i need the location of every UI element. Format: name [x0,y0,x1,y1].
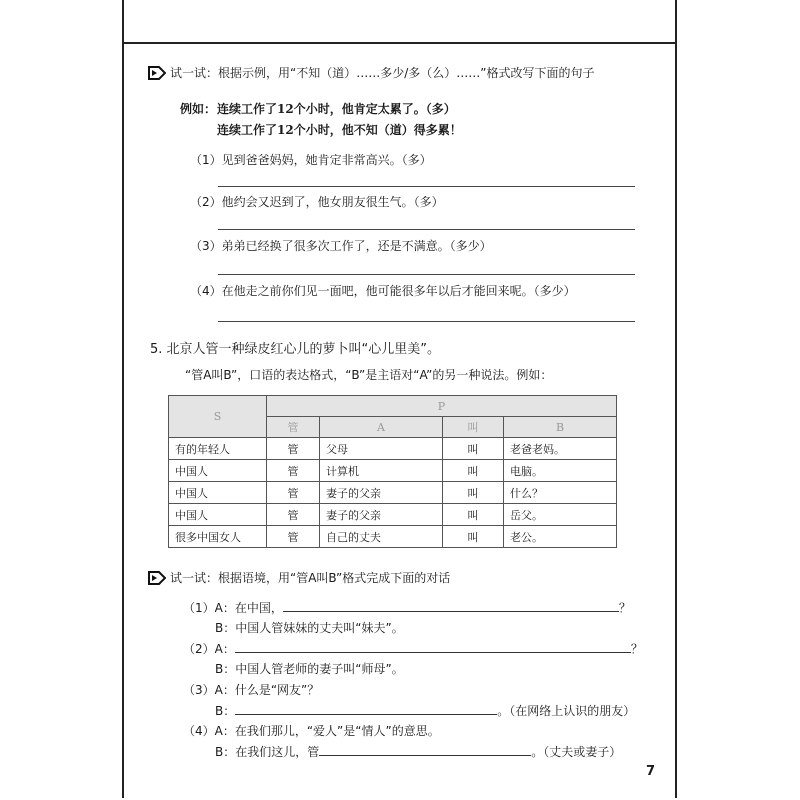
cell-jiao: 叫 [443,482,504,504]
arrow-icon [148,571,166,585]
page-number: 7 [646,764,656,779]
table-subheader-a: A [320,417,443,438]
table-subheader-jiao: 叫 [443,417,504,438]
dialogue-1-b: B：中国人管妹妹的丈夫叫“妹夫”。 [215,621,404,635]
table-row [169,504,617,526]
cell-s: 中国人 [169,460,267,482]
header-rule [122,42,677,44]
cell-guan: 管 [267,526,320,548]
table-row [169,438,617,460]
grammar-table [168,395,617,548]
dialogue-3-b-start: B： [215,704,236,718]
exercise1-item-3: （3）弟弟已经换了很多次工作了，还是不满意。（多少） [190,239,492,253]
dialogue-3-blank[interactable] [235,702,497,715]
dialogue-2-blank[interactable] [235,640,631,653]
answer-line-1[interactable] [218,186,635,187]
cell-jiao: 叫 [443,504,504,526]
cell-b: 岳父。 [504,504,617,526]
dialogue-3-a: （3）A：什么是“网友”？ [183,683,320,697]
cell-a: 自己的丈夫 [320,526,443,548]
example-line-1: 连续工作了12个小时，他肯定太累了。（多） [217,102,456,116]
exercise1-item-1: （1）见到爸爸妈妈，她肯定非常高兴。（多） [190,153,432,167]
section5-heading: 5. 北京人管一种绿皮红心儿的萝卜叫“心儿里美”。 [150,342,441,357]
cell-a: 妻子的父亲 [320,504,443,526]
dialogue-4-a: （4）A：在我们那儿，“爱人”是“情人”的意思。 [183,724,440,738]
cell-jiao: 叫 [443,460,504,482]
dialogue-3-b [215,702,635,719]
exercise2-instruction: 试一试：根据语境，用“管A叫B”格式完成下面的对话 [170,571,451,585]
table-header-s: S [169,396,267,438]
dialogue-4-b [215,743,621,760]
cell-jiao: 叫 [443,526,504,548]
arrow-icon [148,66,166,80]
table-header-p: P [267,396,617,417]
cell-b: 老公。 [504,526,617,548]
exercise1-item-4: （4）在他走之前你们见一面吧，他可能很多年以后才能回来呢。（多少） [190,284,576,298]
cell-b: 老爸老妈。 [504,438,617,460]
example-line-2: 连续工作了12个小时，他不知（道）得多累！ [217,123,462,137]
dialogue-1-a-text: （1）A：在中国， [183,601,283,615]
cell-b: 什么？ [504,482,617,504]
dialogue-4-b-end: 。（丈夫或妻子） [531,745,622,759]
section5-description: “管A叫B”，口语的表达格式，“B”是主语对“A”的另一种说法。例如： [185,368,553,382]
answer-line-3[interactable] [218,274,635,275]
cell-guan: 管 [267,438,320,460]
dialogue-2-a-end: ？ [630,642,643,656]
dialogue-2-a [183,640,643,657]
exercise1-instruction: 试一试：根据示例，用“不知（道）……多少/多（么）……”格式改写下面的句子 [170,66,595,80]
dialogue-1-blank[interactable] [283,599,619,612]
dialogue-1-a-end: ？ [618,601,631,615]
table-subheader-guan: 管 [267,417,320,438]
dialogue-4-b-start: B：在我们这儿，管 [215,745,320,759]
cell-a: 计算机 [320,460,443,482]
cell-s: 中国人 [169,482,267,504]
cell-s: 很多中国女人 [169,526,267,548]
cell-a: 妻子的父亲 [320,482,443,504]
cell-guan: 管 [267,482,320,504]
dialogue-1-a [183,599,631,616]
dialogue-2-a-text: （2）A： [183,642,235,656]
dialogue-2-b: B：中国人管老师的妻子叫“师母”。 [215,662,404,676]
table-row [169,460,617,482]
cell-b: 电脑。 [504,460,617,482]
example-label: 例如： [180,102,217,116]
dialogue-3-b-end: 。（在网络上认识的朋友） [497,704,636,718]
table-subheader-b: B [504,417,617,438]
cell-a: 父母 [320,438,443,460]
dialogue-4-blank[interactable] [319,743,531,756]
answer-line-2[interactable] [218,229,635,230]
answer-line-4[interactable] [218,321,635,322]
cell-guan: 管 [267,504,320,526]
table-row [169,526,617,548]
cell-s: 有的年轻人 [169,438,267,460]
exercise1-item-2: （2）他约会又迟到了，他女朋友很生气。（多） [190,195,444,209]
cell-s: 中国人 [169,504,267,526]
cell-guan: 管 [267,460,320,482]
table-row [169,482,617,504]
cell-jiao: 叫 [443,438,504,460]
